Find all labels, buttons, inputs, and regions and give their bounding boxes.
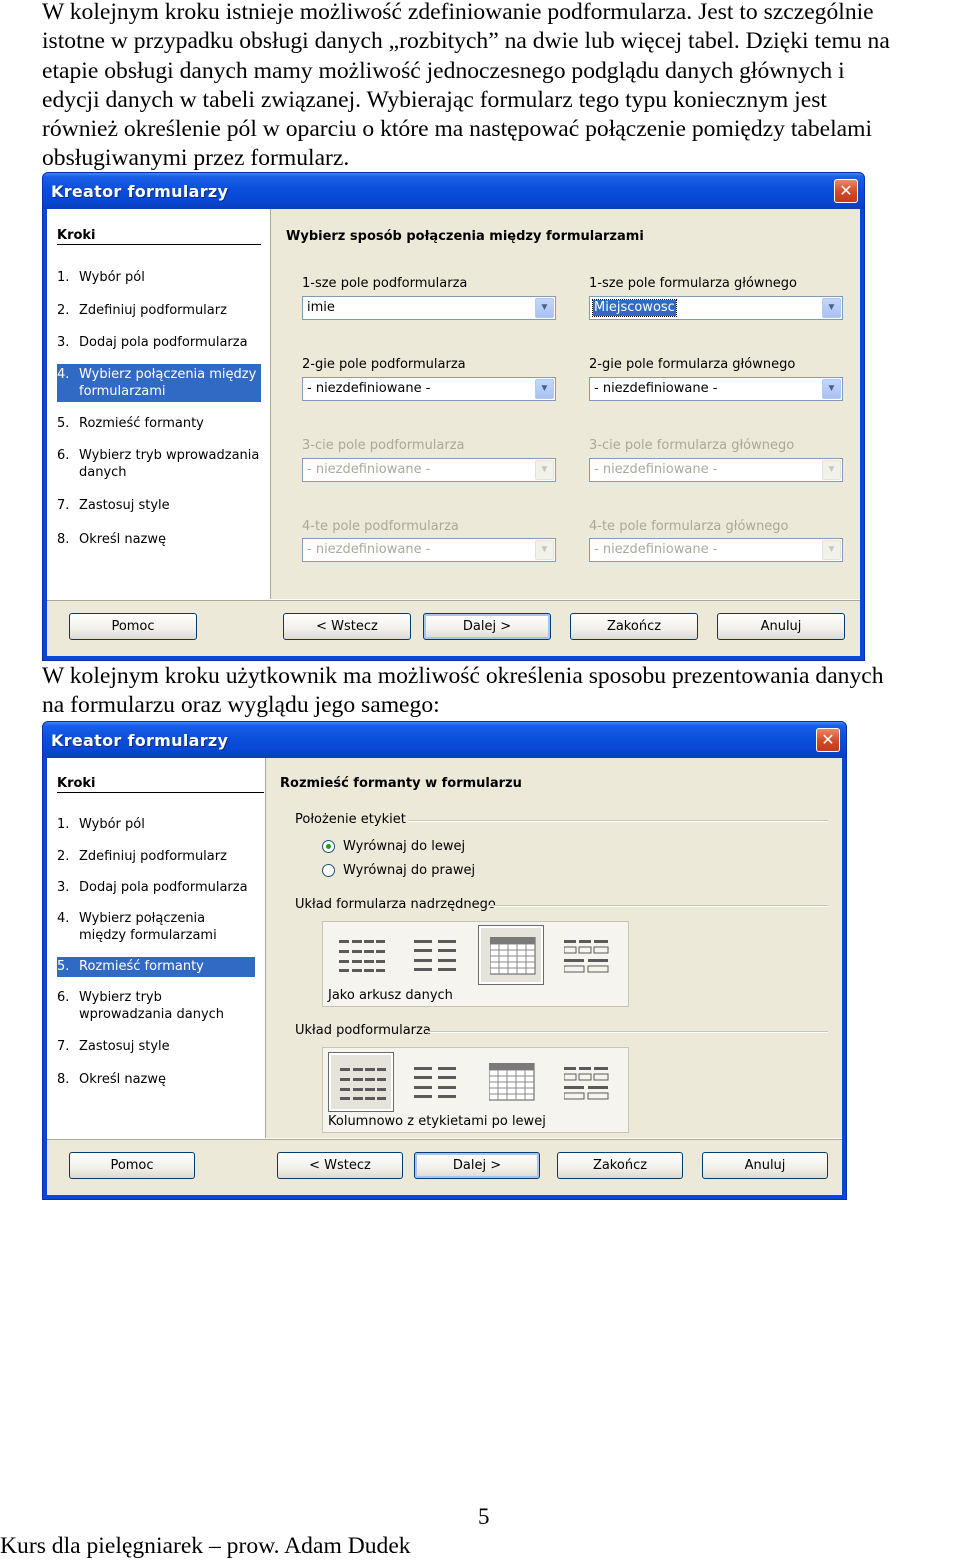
form-wizard-dialog-layout	[42, 721, 847, 1200]
cancel-button[interactable]: Anuluj	[717, 613, 845, 640]
content-title: Rozmieść formanty w formularzu	[280, 776, 522, 791]
layout-columnar-top-option[interactable]	[403, 925, 469, 985]
step-2[interactable]: 2. Zdefiniuj podformularz	[57, 849, 227, 864]
dialog-title: Kreator formularzy	[51, 182, 229, 201]
step-2[interactable]: 2. Zdefiniuj podformularz	[57, 303, 227, 318]
columnar-left-icon	[339, 936, 385, 974]
group-divider	[408, 820, 828, 822]
chevron-down-icon: ▼	[535, 540, 554, 560]
step-6[interactable]: 6. Wybierz tryb wprowadzania danych	[57, 448, 260, 480]
main-field-4-select: - niezdefiniowane - ▼	[589, 538, 843, 562]
subform-field-4-select: - niezdefiniowane - ▼	[302, 538, 556, 562]
chevron-down-icon[interactable]: ▼	[822, 379, 841, 399]
layout-datasheet-option[interactable]	[478, 1052, 544, 1112]
main-field-2-label: 2-gie pole formularza głównego	[589, 357, 796, 372]
main-field-2-select[interactable]: - niezdefiniowane - ▼	[589, 377, 843, 401]
columnar-left-icon	[340, 1064, 386, 1102]
page-number: 5	[478, 1504, 490, 1529]
text-line: W kolejnym kroku istnieje możliwość zdefiniowanie podformularza. Jest to szczególnie	[42, 0, 874, 25]
dialog-client	[47, 758, 842, 1195]
chevron-down-icon[interactable]: ▼	[822, 298, 841, 318]
step-1[interactable]: 1. Wybór pól	[57, 817, 145, 832]
main-field-3-select: - niezdefiniowane - ▼	[589, 458, 843, 482]
step-4-active[interactable]: 4. Wybierz połączenia między formularzami	[57, 364, 261, 402]
main-field-1-label: 1-sze pole formularza głównego	[589, 276, 798, 291]
main-field-3-label: 3-cie pole formularza głównego	[589, 438, 795, 453]
steps-pane	[47, 758, 266, 1139]
main-layout-caption: Jako arkusz danych	[328, 988, 453, 1003]
main-field-1-select[interactable]: Miejscowosc ▼	[589, 296, 843, 320]
subform-field-4-label: 4-te pole podformularza	[302, 519, 459, 534]
datasheet-grid-icon	[490, 937, 536, 975]
layout-columnar-top-option[interactable]	[403, 1052, 469, 1112]
next-button[interactable]: Dalej >	[423, 613, 551, 640]
align-left-radio[interactable]: Wyrównaj do lewej	[322, 839, 522, 855]
button-bar	[47, 599, 860, 656]
second-paragraph	[42, 662, 960, 721]
step-3[interactable]: 3. Dodaj pola podformularza	[57, 335, 248, 350]
subform-field-1-label: 1-sze pole podformularza	[302, 276, 468, 291]
text-line: również określenie pól w oparciu o które ma następować połączenie pomiędzy tabelami	[42, 116, 873, 143]
chevron-down-icon[interactable]: ▼	[535, 298, 554, 318]
layout-blocks-option[interactable]	[553, 925, 619, 985]
form-wizard-dialog-links	[42, 172, 865, 661]
steps-pane	[47, 209, 271, 600]
step-8[interactable]: 8. Określ nazwę	[57, 1072, 166, 1087]
sub-layout-caption: Kolumnowo z etykietami po lewej	[328, 1114, 546, 1129]
dialog-client	[47, 209, 860, 656]
chevron-down-icon: ▼	[535, 460, 554, 480]
align-right-radio[interactable]: Wyrównaj do prawej	[322, 863, 522, 879]
title-bar[interactable]	[43, 173, 864, 209]
step-3[interactable]: 3. Dodaj pola podformularza	[57, 880, 248, 895]
layout-datasheet-option[interactable]	[478, 925, 544, 985]
group-divider	[428, 1031, 828, 1033]
next-button[interactable]: Dalej >	[414, 1152, 540, 1179]
layout-blocks-option[interactable]	[553, 1052, 619, 1112]
step-7[interactable]: 7. Zastosuj style	[57, 498, 170, 513]
subform-field-3-select: - niezdefiniowane - ▼	[302, 458, 556, 482]
blocks-layout-icon	[564, 936, 610, 974]
close-button[interactable]	[816, 728, 840, 752]
content-pane	[266, 758, 842, 1139]
title-bar[interactable]	[43, 722, 846, 758]
sub-layout-picker	[322, 1047, 629, 1133]
cancel-button[interactable]: Anuluj	[702, 1152, 828, 1179]
help-button[interactable]: Pomoc	[69, 613, 197, 640]
main-field-4-label: 4-te pole formularza głównego	[589, 519, 789, 534]
subform-field-2-label: 2-gie pole podformularza	[302, 357, 466, 372]
dialog-title: Kreator formularzy	[51, 731, 229, 750]
steps-header: Kroki	[57, 228, 261, 245]
step-5[interactable]: 5. Rozmieść formanty	[57, 416, 204, 431]
chevron-down-icon: ▼	[822, 460, 841, 480]
group-divider	[488, 905, 828, 907]
text-line: na formularzu oraz wyglądu jego samego:	[42, 692, 440, 719]
close-icon: ✕	[839, 181, 853, 200]
main-layout-picker	[322, 921, 629, 1007]
content-title: Wybierz sposób połączenia między formularzami	[286, 229, 644, 244]
close-icon: ✕	[821, 730, 835, 749]
text-line: W kolejnym kroku użytkownik ma możliwość określenia sposobu prezentowania danych	[42, 663, 884, 689]
step-8[interactable]: 8. Określ nazwę	[57, 532, 166, 547]
layout-columnar-left-option[interactable]	[328, 1052, 394, 1112]
subform-field-2-select[interactable]: - niezdefiniowane - ▼	[302, 377, 556, 401]
subform-field-3-label: 3-cie pole podformularza	[302, 438, 465, 453]
chevron-down-icon: ▼	[822, 540, 841, 560]
intro-paragraph	[42, 0, 960, 174]
main-layout-group-label: Układ formularza nadrzędnego	[295, 897, 496, 912]
help-button[interactable]: Pomoc	[69, 1152, 195, 1179]
radio-button[interactable]	[322, 864, 335, 877]
text-line: edycji danych w tabeli związanej. Wybierając formularz tego typu koniecznym jest	[42, 86, 827, 113]
text-line: istotne w przypadku obsługi danych „rozbitych” na dwie lub więcej tabel. Dzięki temu na	[42, 28, 890, 55]
text-line: etapie obsługi danych mamy możliwość jednoczesnego podglądu danych głównych i	[42, 57, 845, 84]
layout-columnar-left-option[interactable]	[328, 925, 394, 985]
page-footer: Kurs dla pielęgniarek – prow. Adam Dudek	[0, 1533, 411, 1559]
subform-field-1-select[interactable]: imie ▼	[302, 296, 556, 320]
text-line: obsługiwanymi przez formularz.	[42, 145, 350, 172]
label-position-group-label: Położenie etykiet	[295, 812, 406, 827]
columnar-top-icon	[414, 1063, 460, 1101]
columnar-top-icon	[414, 936, 460, 974]
step-7[interactable]: 7. Zastosuj style	[57, 1039, 170, 1054]
close-button[interactable]	[834, 179, 858, 203]
datasheet-grid-icon	[489, 1063, 535, 1101]
step-1[interactable]: 1. Wybór pól	[57, 270, 145, 285]
chevron-down-icon[interactable]: ▼	[535, 379, 554, 399]
back-button[interactable]: < Wstecz	[283, 613, 411, 640]
step-5-active[interactable]: 5. Rozmieść formanty	[57, 957, 255, 977]
radio-button[interactable]	[322, 840, 335, 853]
step-6[interactable]: 6. Wybierz tryb wprowadzania danych	[57, 990, 225, 1022]
content-pane	[271, 209, 860, 600]
steps-header: Kroki	[57, 776, 264, 793]
back-button[interactable]: < Wstecz	[277, 1152, 403, 1179]
button-bar	[47, 1138, 842, 1195]
finish-button[interactable]: Zakończ	[570, 613, 698, 640]
finish-button[interactable]: Zakończ	[557, 1152, 683, 1179]
blocks-layout-icon	[564, 1063, 610, 1101]
step-4[interactable]: 4. Wybierz połączenia między formularzami	[57, 911, 217, 943]
sub-layout-group-label: Układ podformularza	[295, 1023, 431, 1038]
